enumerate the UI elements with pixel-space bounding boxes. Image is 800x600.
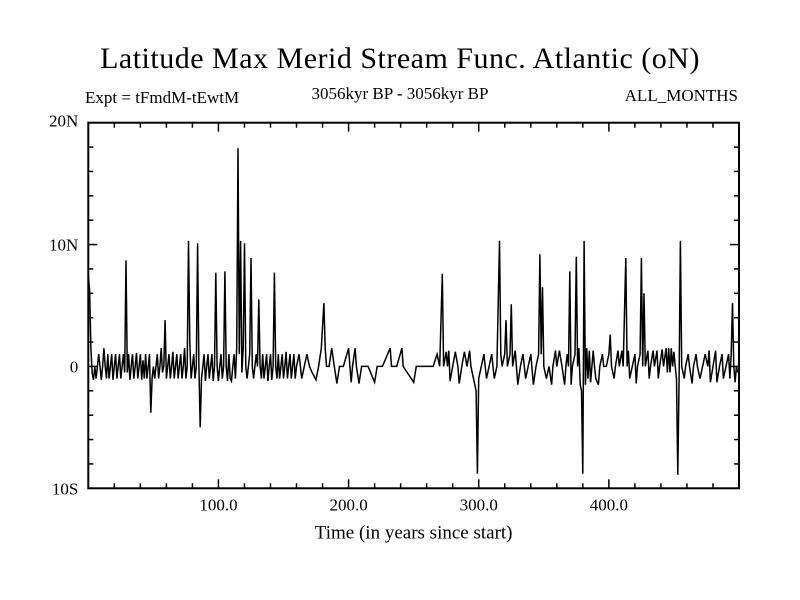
x-tick-label: 200.0 <box>329 495 368 515</box>
series-line <box>88 148 737 475</box>
subtitle-months: ALL_MONTHS <box>624 86 738 105</box>
y-tick-label: 20N <box>49 111 79 131</box>
chart-title: Latitude Max Merid Stream Func. Atlantic (oN) <box>100 42 700 75</box>
x-tick-label: 300.0 <box>459 495 498 515</box>
y-tick-label: 10S <box>51 479 79 499</box>
subtitle-period: 3056kyr BP - 3056kyr BP <box>311 84 489 103</box>
x-tick-label: 400.0 <box>589 495 628 515</box>
x-axis-title: Time (in years since start) <box>314 522 513 544</box>
subtitle-experiment: Expt = tFmdM-tEwtM <box>85 88 240 107</box>
y-tick-label: 0 <box>69 357 79 377</box>
y-tick-label: 10N <box>49 235 79 255</box>
x-tick-label: 100.0 <box>199 495 238 515</box>
